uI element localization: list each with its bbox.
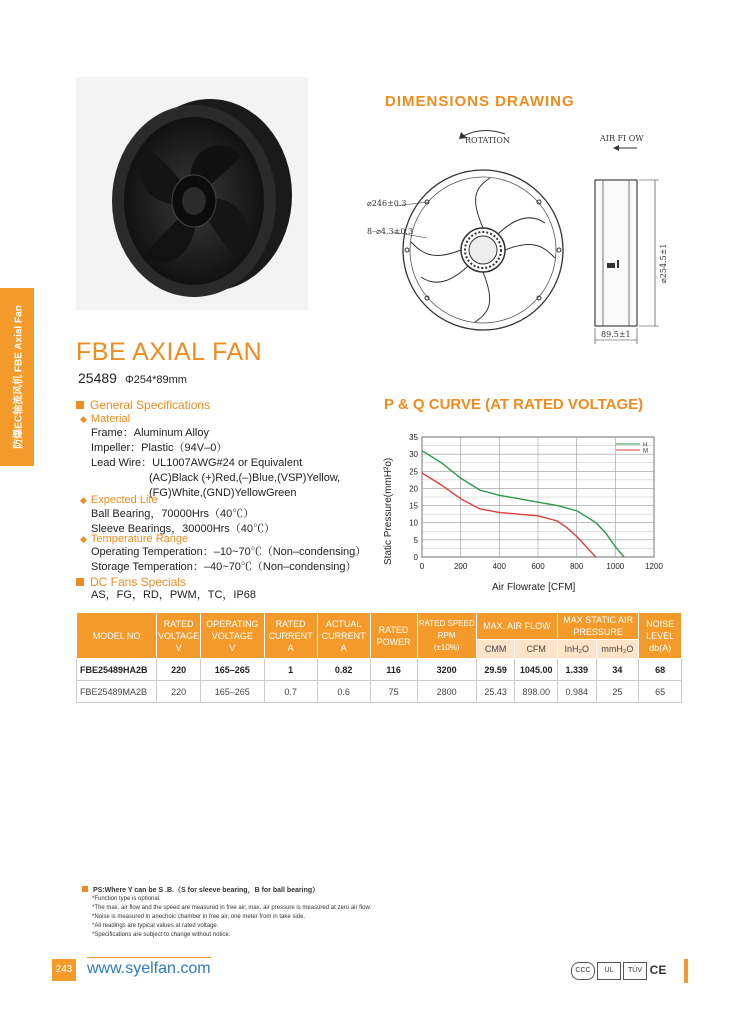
chart-grid [422,437,654,557]
cell-rated-current: 1 [264,659,317,681]
y-tick-label: 5 [413,535,418,545]
x-tick-label: 0 [419,562,425,571]
diamond-bullet-icon: ◆ [80,414,87,424]
dimensions-title: DIMENSIONS DRAWING [385,93,575,110]
x-tick-label: 200 [453,562,468,571]
th-mmh2o: mmH₂O [596,640,639,659]
spec-line-sleeve-bearing: Sleeve Bearings，30000Hrs（40℃） [91,523,276,535]
diamond-bullet-icon: ◆ [80,534,87,544]
note-item: *Noise is measured in anechoic chamber in free air, one meter from in take side. [92,914,306,920]
holes-label: 8–⌀4.3±0.3 [367,227,414,236]
cell-mmh2o: 25 [596,681,639,703]
cell-actual-current: 0.6 [317,681,370,703]
pq-curve-title: P & Q CURVE (AT RATED VOLTAGE) [384,396,644,413]
notes-lead [82,886,371,895]
bullet-square-icon [76,578,84,586]
specials-heading [76,575,186,589]
bullet-square-icon [76,401,84,409]
tuv-cert-icon: TÜV [623,962,647,980]
cell-rated-power: 116 [370,659,417,681]
spec-line-impeller: Impeller：Plastic（94V–0） [91,442,228,454]
spec-line-storage-temp: Storage Temperation：–40~70℃（Non–condensing） [91,561,357,573]
cell-operating-voltage: 165–265 [201,681,264,703]
airflow-arrow-icon [613,145,619,151]
airflow-label: AIR FI OW [600,134,644,143]
th-operating-voltage [201,613,264,659]
general-specs-heading [76,398,210,412]
diamond-bullet-icon: ◆ [80,495,87,505]
url-divider [87,957,211,958]
x-tick-label: 1000 [606,562,625,571]
chart-legend [616,443,648,455]
product-photo [76,77,308,310]
spec-table [76,612,682,703]
bullet-square-icon [82,886,88,892]
y-tick-label: 20 [409,484,418,494]
y-tick-label: 15 [409,501,418,511]
note-item: *Specifications are subject to change without notice. [92,932,231,938]
legend-label-H: H [643,442,648,449]
cell-noise: 65 [639,681,682,703]
cell-inh2o: 1.339 [558,659,597,681]
temperature-heading-text: Temperature Range [90,533,189,545]
th-rated-power-l1: RATED [378,624,409,635]
depth-label: 89.5±1 [601,330,631,339]
cell-noise: 68 [639,659,682,681]
th-rated-current-l1: RATED [275,618,306,629]
th-noise-l1: NOISE [646,618,675,629]
note-item: *All readings are typical values at rated voltage. [92,923,219,929]
th-max-static-pressure [558,613,639,640]
th-rated-speed-tol: (±10%) [433,642,460,652]
th-rated-voltage-l2: VOLTAGE [158,630,200,641]
th-rated-power-l2: POWER [376,636,411,647]
cell-cfm: 1045.00 [515,659,558,681]
notes-block [82,886,371,940]
th-max-air-flow: MAX. AIR FLOW [476,613,557,640]
th-noise-l2: LEVEL [646,630,675,641]
general-specs-heading-text: General Specifications [90,398,211,412]
specials-line: AS，FG，RD，PWM，TC，IP68 [91,589,257,601]
series-line-M [422,473,596,557]
legend-label-M: M [643,448,648,455]
y-tick-label: 0 [413,553,418,562]
th-rated-voltage-unit: V [175,642,182,653]
cell-model: FBE25489MA2B [77,681,157,703]
th-actual-current-l2: CURRENT [321,630,366,641]
spec-line-frame: Frame：Aluminum Alloy [91,427,209,439]
side-category-tab [0,288,34,466]
cell-cmm: 25.43 [476,681,515,703]
cell-rated-speed: 3200 [417,659,476,681]
th-rated-speed-l1: RATED SPEED [418,618,475,628]
side-tab-label: 防爆EC轴流风机 FBE Axial Fan [13,305,25,449]
product-model: 25489 [78,370,117,386]
th-rated-current-unit: A [287,642,294,653]
th-noise-unit: db(A) [649,642,672,653]
cell-cmm: 29.59 [476,659,515,681]
th-max-static-l2: PRESSURE [573,627,623,637]
x-tick-label: 1200 [645,562,663,571]
cell-operating-voltage: 165–265 [201,659,264,681]
specials-heading-text: DC Fans Specials [90,575,187,589]
th-max-static-l1: MAX STATIC AIR [563,615,633,625]
th-operating-voltage-l1: OPERATING [206,618,259,629]
spec-line-ball-bearing: Ball Bearing，70000Hrs（40℃） [91,508,255,520]
cell-rated-voltage: 220 [157,681,201,703]
product-dimension: Φ254*89mm [124,374,187,386]
x-tick-label: 800 [569,562,584,571]
life-heading [80,494,158,506]
life-heading-text: Expected Life [90,494,158,506]
th-rated-current [264,613,317,659]
chart-series-lines [422,451,624,557]
page-number: 243 [52,959,76,981]
y-tick-label: 25 [409,467,418,477]
th-model: MODEL NO [77,613,157,659]
table-header-row [77,613,682,640]
note-item: *The max. air flow and the speed are measured in free air; max. air pressure is measured at zero air flow. [92,905,372,911]
cell-rated-speed: 2800 [417,681,476,703]
temperature-spec-list [91,545,366,575]
series-line-H [422,451,624,557]
table-row [77,659,682,681]
y-tick-label: 35 [409,433,418,442]
spec-line-operating-temp: Operating Temperation：–10~70℃（Non–condensing） [91,546,367,558]
y-tick-label: 10 [409,518,418,528]
material-heading [80,413,130,425]
ce-cert-icon: CE [649,963,667,977]
spec-line-lead-colors-1: (AC)Black (+)Red,(–)Blue,(VSP)Yellow, [149,472,341,484]
material-heading-text: Material [90,413,131,425]
th-rated-voltage [157,613,201,659]
product-title: FBE AXIAL FAN [76,338,263,366]
chart-x-axis-label: Air Flowrate [CFM] [492,582,576,593]
x-tick-label: 600 [531,562,545,571]
cell-rated-power: 75 [370,681,417,703]
th-actual-current-unit: A [340,642,347,653]
temperature-heading [80,533,188,545]
cell-inh2o: 0.984 [558,681,597,703]
th-operating-voltage-l2: VOLTAGE [211,630,253,641]
th-rated-speed [417,613,476,659]
th-cmm: CMM [476,640,515,659]
material-spec-list [91,426,340,501]
x-tick-label: 400 [492,562,507,571]
th-rated-speed-l2: RPM [437,630,456,640]
height-label: ⌀254.5±1 [659,243,668,283]
th-actual-current-l1: ACTUAL [325,618,362,629]
note-item: *Function type is optional. [92,896,161,902]
th-inh2o: InH₂O [558,640,597,659]
notes-lead-text: PS:Where Y can be S .B.（S for sleeve bearing，B for ball bearing） [93,887,320,894]
outer-diameter-label: ⌀246±0.3 [367,199,407,208]
y-tick-label: 30 [409,450,418,460]
th-actual-current [317,613,370,659]
th-rated-current-l2: CURRENT [268,630,313,641]
th-rated-voltage-l1: RATED [163,618,194,629]
website-link[interactable]: www.syelfan.com [87,960,211,977]
pq-chart [376,425,686,595]
cell-cfm: 898.00 [515,681,558,703]
th-rated-power [370,613,417,659]
th-operating-voltage-unit: V [229,642,236,653]
footer-accent-bar [684,959,688,983]
chart-y-axis-label: Static Pressure(mmH²o) [383,457,394,565]
ul-cert-icon: UL [597,962,621,980]
th-noise [639,613,682,659]
cell-rated-voltage: 220 [157,659,201,681]
cell-model: FBE25489HA2B [77,659,157,681]
dimensions-drawing [355,118,685,348]
th-cfm: CFM [515,640,558,659]
table-row [77,681,682,703]
spec-line-lead-colors-2: (FG)White,(GND)YellowGreen [149,487,297,499]
cell-mmh2o: 34 [596,659,639,681]
cell-rated-current: 0.7 [264,681,317,703]
rotation-label: ROTATION [465,136,510,145]
cell-actual-current: 0.82 [317,659,370,681]
spec-line-lead-wire: Lead Wire：UL1007AWG#24 or Equivalent [91,457,303,469]
product-model-line [78,370,187,386]
ccc-cert-icon: CCC [571,962,595,980]
